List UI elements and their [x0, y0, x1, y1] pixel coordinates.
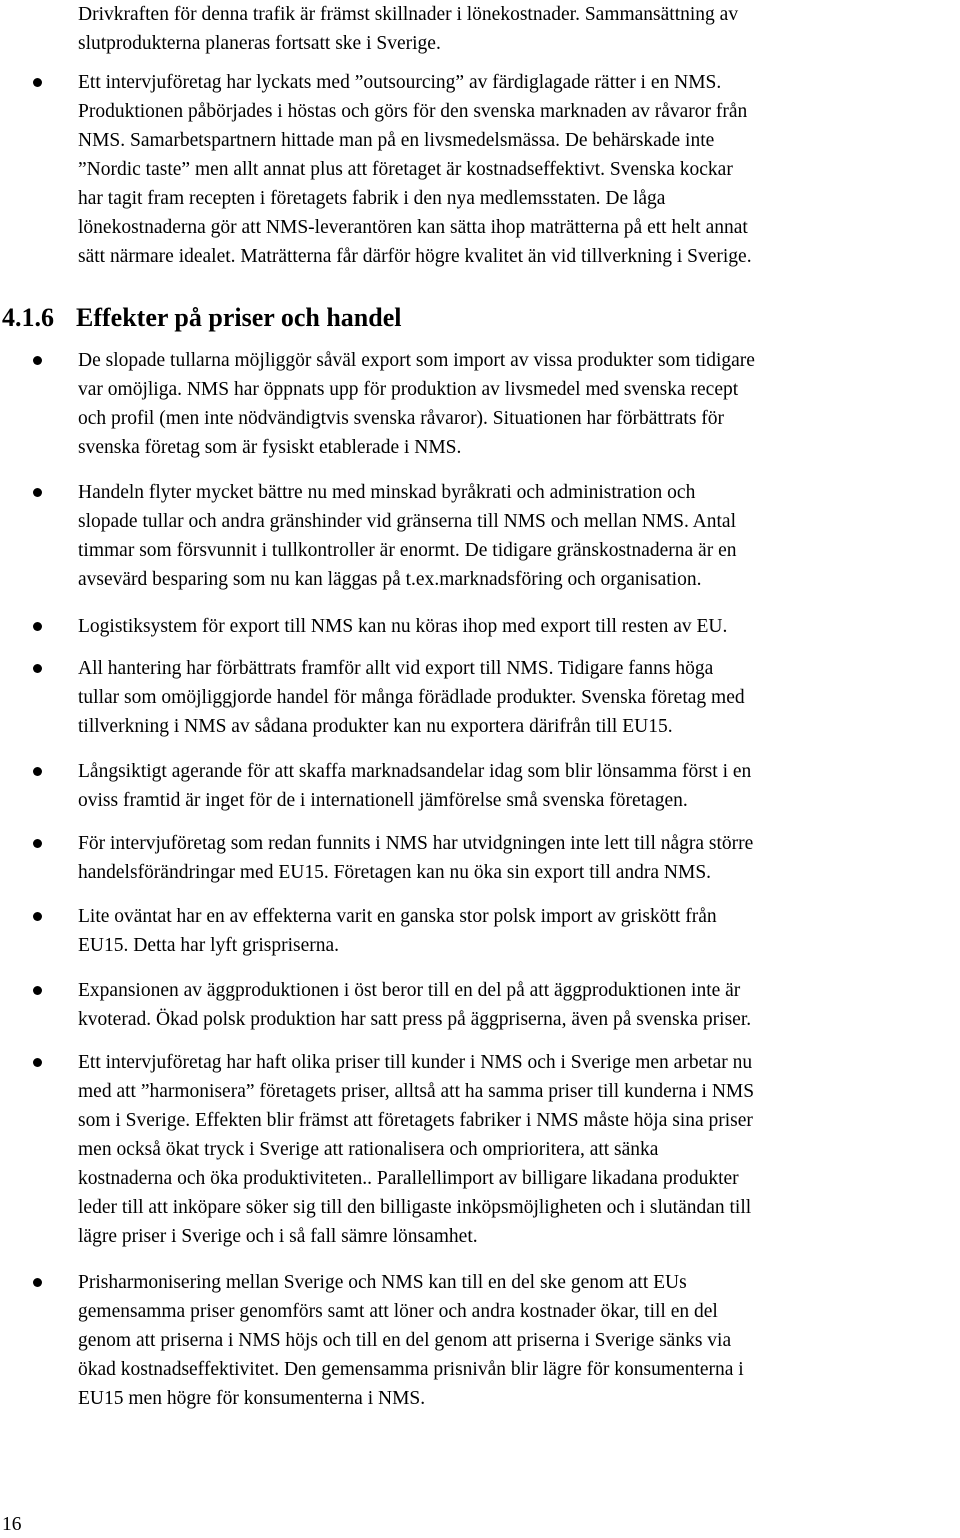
- list-item-text: Expansionen av äggproduktionen i öst beror till en del på att äggproduktionen inte är kvoterad. Ökad polsk produktion har satt press på äggpriserna, även på svenska priser.: [78, 980, 752, 1030]
- page-number: 16: [2, 1514, 22, 1535]
- list-item-text: Prisharmonisering mellan Sverige och NMS kan till en del ske genom att EUs gemensamma priser genomförs samt att löner och andra kostnader ökar, till en del genom att priserna i NMS höjs och till en del genom att priserna i Sverige sänks via ökad kostnadseffektivitet. Den gemensamma prisnivån blir lägre för konsumenterna i EU15 men högre för konsumenterna i NMS.: [78, 1272, 744, 1409]
- section-heading: [2, 301, 401, 335]
- list-item: [0, 902, 960, 962]
- list-item-text: Handeln flyter mycket bättre nu med minskad byråkrati och administration och slopade tullar och andra gränshinder vid gränserna till NMS och mellan NMS. Antal timmar som försvunnit i tullkontroller är enormt. De tidigare gränskostnaderna är en avsevärd besparing som nu kan läggas på t.ex.marknadsföring och organisation.: [78, 482, 737, 590]
- list-item: [0, 346, 960, 466]
- list-item: [0, 757, 960, 817]
- list-item-text: Logistiksystem för export till NMS kan nu köras ihop med export till resten av EU.: [78, 616, 728, 637]
- list-item: [0, 1268, 960, 1416]
- list-item-text: Lite oväntat har en av effekterna varit en ganska stor polsk import av griskött från EU15. Detta har lyft grispriserna.: [78, 906, 717, 956]
- bullet-dot-icon: [33, 488, 42, 497]
- section-number: 4.1.6: [2, 303, 54, 332]
- list-item-text: Ett intervjuföretag har haft olika priser till kunder i NMS och i Sverige men arbetar nu med att ”harmonisera” företagets priser, alltså att ha samma priser till kunderna i NMS som i Sverige. Effekten blir främst att företagets fabriker i NMS måste höja sina priser men också ökat tryck i Sverige att rationalisera och omprioritera, att sänka kostnaderna och öka produktiviteten.. Parallellimport av billigare likadana produkter leder till att inköpare söker sig till den billigaste inköpsmöjligheten och i slutändan till lägre priser i Sverige och i så fall sämre lönsamhet.: [78, 1052, 755, 1247]
- bullet-dot-icon: [33, 78, 42, 87]
- section-title: Effekter på priser och handel: [76, 303, 402, 332]
- intro-paragraph: Drivkraften för denna trafik är främst skillnader i lönekostnader. Sammansättning av slutprodukterna planeras fortsatt ske i Sverige.: [78, 4, 739, 54]
- list-item: [0, 829, 960, 889]
- bullet-dot-icon: [33, 1058, 42, 1067]
- list-item-text: För intervjuföretag som redan funnits i NMS har utvidgningen inte lett till några större handelsförändringar med EU15. Företagen kan nu öka sin export till andra NMS.: [78, 833, 754, 883]
- bullet-dot-icon: [33, 767, 42, 776]
- list-item: [0, 612, 960, 642]
- list-item: [0, 68, 960, 274]
- bullet-dot-icon: [33, 356, 42, 365]
- list-item-text: Långsiktigt agerande för att skaffa marknadsandelar idag som blir lönsamma först i en oviss framtid är inget för de i internationell jämförelse små svenska företagen.: [78, 761, 752, 811]
- bullet-dot-icon: [33, 986, 42, 995]
- bullet-dot-icon: [33, 839, 42, 848]
- list-item: [0, 976, 960, 1036]
- list-item-text: De slopade tullarna möjliggör såväl export som import av vissa produkter som tidigare var omöjliga. NMS har öppnats upp för produktion av livsmedel med svenska recept och profil (men inte nödvändigtvis svenska råvaror). Situationen har förbättrats för svenska företag som är fysiskt etablerade i NMS.: [78, 350, 755, 458]
- bullet-dot-icon: [33, 1278, 42, 1287]
- bullet-dot-icon: [33, 622, 42, 631]
- bullet-dot-icon: [33, 912, 42, 921]
- list-item-text: All hantering har förbättrats framför allt vid export till NMS. Tidigare fanns höga tullar som omöjliggjorde handel för många förädlade produkter. Svenska företag med tillverkning i NMS av sådana produkter kan nu exportera därifrån till EU15.: [78, 658, 745, 737]
- list-item: [0, 478, 960, 598]
- list-item: [0, 1048, 960, 1253]
- bullet-dot-icon: [33, 664, 42, 673]
- list-item-text: Ett intervjuföretag har lyckats med ”outsourcing” av färdiglagade rätter i en NMS. Produktionen påbörjades i höstas och görs för den svenska marknaden av råvaror från NMS. Samarbetspartnern hittade man på en livsmedelsmässa. De behärskade inte ”Nordic taste” men allt annat plus att företaget är kostnadseffektivt. Svenska kockar har tagit fram recepten i företagets fabrik i den nya medlemsstaten. De låga lönekostnaderna gör att NMS-leverantören kan sätta ihop maträtterna på ett helt annat sätt närmare idealet. Maträtterna får därför högre kvalitet än vid tillverkning i Sverige.: [78, 72, 752, 267]
- list-item: [0, 654, 960, 744]
